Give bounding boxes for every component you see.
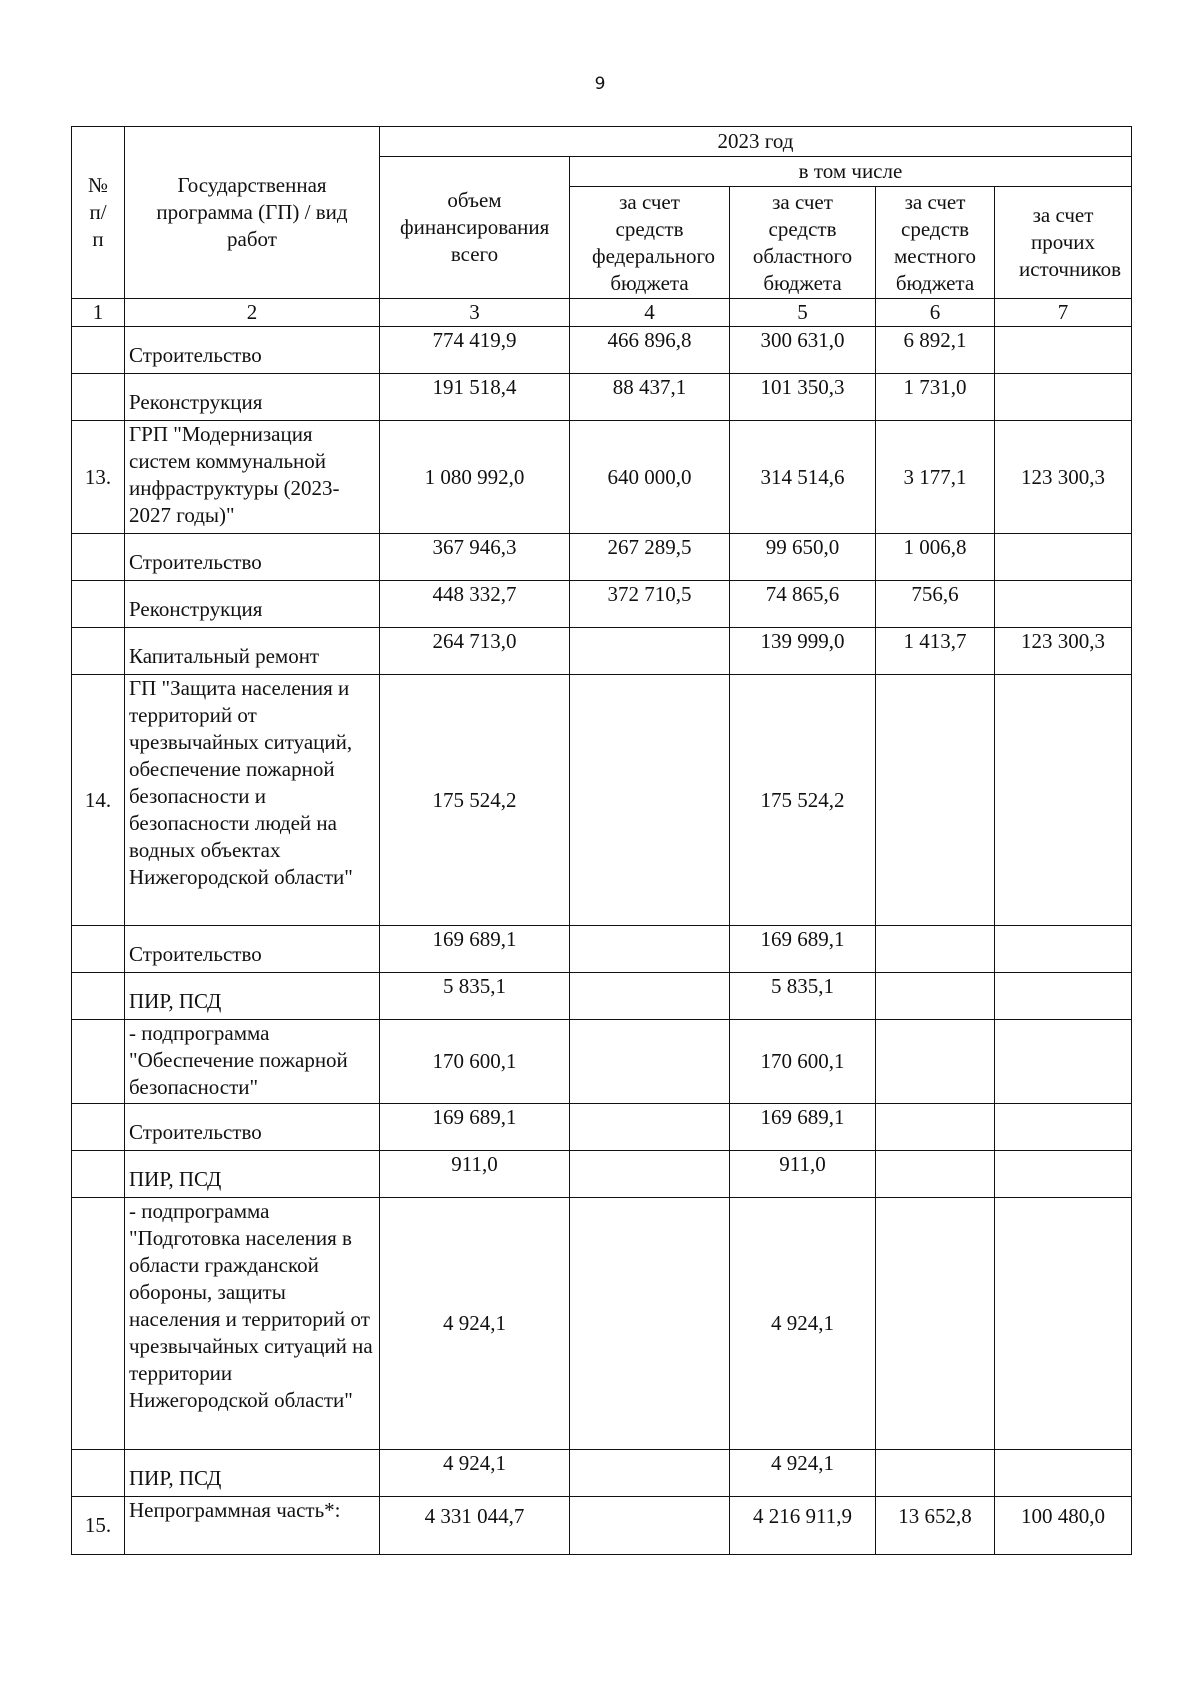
cell-local [876, 1151, 995, 1198]
table-row [72, 973, 1132, 1020]
col-header-local: за счет средств местного бюджета [876, 187, 995, 299]
cell-federal [570, 926, 730, 973]
table-row [72, 534, 1132, 581]
cell-federal: 640 000,0 [570, 421, 730, 534]
row-number [72, 327, 125, 374]
cell-other [995, 327, 1132, 374]
table-row [72, 628, 1132, 675]
column-number: 3 [380, 299, 570, 327]
row-name: Непрограммная часть*: [125, 1497, 380, 1555]
cell-other: 123 300,3 [995, 628, 1132, 675]
row-name: Строительство [125, 1104, 380, 1151]
col-header-regional: за счет средств областного бюджета [730, 187, 876, 299]
cell-local: 6 892,1 [876, 327, 995, 374]
cell-local [876, 1198, 995, 1450]
cell-total: 175 524,2 [380, 675, 570, 926]
cell-local: 13 652,8 [876, 1497, 995, 1555]
cell-federal: 267 289,5 [570, 534, 730, 581]
cell-federal: 372 710,5 [570, 581, 730, 628]
row-number [72, 1151, 125, 1198]
cell-regional: 175 524,2 [730, 675, 876, 926]
cell-local: 3 177,1 [876, 421, 995, 534]
cell-local: 1 413,7 [876, 628, 995, 675]
row-name: ПИР, ПСД [125, 1450, 380, 1497]
cell-local [876, 1450, 995, 1497]
cell-regional: 99 650,0 [730, 534, 876, 581]
table-row [72, 1020, 1132, 1104]
cell-total: 774 419,9 [380, 327, 570, 374]
table-row [72, 1104, 1132, 1151]
row-name: ПИР, ПСД [125, 973, 380, 1020]
cell-federal: 88 437,1 [570, 374, 730, 421]
cell-other [995, 374, 1132, 421]
row-number [72, 926, 125, 973]
cell-other [995, 1198, 1132, 1450]
column-number: 5 [730, 299, 876, 327]
cell-other [995, 1104, 1132, 1151]
cell-regional: 169 689,1 [730, 1104, 876, 1151]
column-numbers-row [72, 299, 1132, 327]
cell-regional: 170 600,1 [730, 1020, 876, 1104]
cell-federal [570, 1497, 730, 1555]
row-name: ГРП "Модернизация систем коммунальной инфраструктуры (2023-2027 годы)" [125, 421, 380, 534]
column-number: 4 [570, 299, 730, 327]
row-number [72, 1198, 125, 1450]
cell-other: 123 300,3 [995, 421, 1132, 534]
row-name: - подпрограмма "Подготовка населения в области гражданской обороны, защиты населения и территорий от чрезвычайных ситуаций на территории Нижегородской области" [125, 1198, 380, 1450]
row-name: ГП "Защита населения и территорий от чрезвычайных ситуаций, обеспечение пожарной безопасности и безопасности людей на водных объектах Нижегородской области" [125, 675, 380, 926]
col-header-other: за счет прочих источников [995, 187, 1132, 299]
row-name: Реконструкция [125, 374, 380, 421]
cell-federal [570, 1198, 730, 1450]
table-row [72, 327, 1132, 374]
cell-total: 191 518,4 [380, 374, 570, 421]
cell-total: 169 689,1 [380, 1104, 570, 1151]
cell-federal [570, 1450, 730, 1497]
table-row [72, 675, 1132, 926]
cell-total: 4 924,1 [380, 1450, 570, 1497]
cell-total: 169 689,1 [380, 926, 570, 973]
col-header-federal: за счет средств федерального бюджета [570, 187, 730, 299]
cell-total: 448 332,7 [380, 581, 570, 628]
cell-federal [570, 628, 730, 675]
cell-regional: 5 835,1 [730, 973, 876, 1020]
row-number [72, 973, 125, 1020]
cell-total: 1 080 992,0 [380, 421, 570, 534]
row-name: - подпрограмма "Обеспечение пожарной безопасности" [125, 1020, 380, 1104]
cell-local [876, 1104, 995, 1151]
row-number [72, 1104, 125, 1151]
cell-regional: 4 216 911,9 [730, 1497, 876, 1555]
row-number: 15. [72, 1497, 125, 1555]
row-name: Строительство [125, 534, 380, 581]
cell-other [995, 973, 1132, 1020]
cell-local [876, 973, 995, 1020]
cell-regional: 169 689,1 [730, 926, 876, 973]
cell-total: 4 924,1 [380, 1198, 570, 1450]
cell-regional: 4 924,1 [730, 1450, 876, 1497]
cell-other [995, 1020, 1132, 1104]
cell-regional: 101 350,3 [730, 374, 876, 421]
cell-total: 170 600,1 [380, 1020, 570, 1104]
table-row [72, 374, 1132, 421]
table-row [72, 1151, 1132, 1198]
cell-other [995, 534, 1132, 581]
cell-regional: 911,0 [730, 1151, 876, 1198]
table-row [72, 1450, 1132, 1497]
table-row [72, 581, 1132, 628]
cell-regional: 139 999,0 [730, 628, 876, 675]
row-name: Строительство [125, 926, 380, 973]
cell-total: 5 835,1 [380, 973, 570, 1020]
cell-other [995, 675, 1132, 926]
cell-local [876, 1020, 995, 1104]
col-header-total: объем финансирования всего [380, 157, 570, 299]
column-number: 1 [72, 299, 125, 327]
budget-table [71, 126, 1132, 1555]
cell-total: 264 713,0 [380, 628, 570, 675]
cell-total: 911,0 [380, 1151, 570, 1198]
col-header-number: № п/ п [72, 127, 125, 299]
page-number: 9 [594, 74, 606, 94]
cell-local [876, 675, 995, 926]
table-row [72, 421, 1132, 534]
row-number [72, 1020, 125, 1104]
cell-federal [570, 1104, 730, 1151]
cell-federal [570, 973, 730, 1020]
cell-total: 4 331 044,7 [380, 1497, 570, 1555]
row-number: 13. [72, 421, 125, 534]
col-header-including: в том числе [570, 157, 1132, 187]
column-number: 6 [876, 299, 995, 327]
cell-federal [570, 1151, 730, 1198]
cell-regional: 74 865,6 [730, 581, 876, 628]
col-header-program: Государственная программа (ГП) / вид работ [125, 127, 380, 299]
cell-other [995, 1450, 1132, 1497]
table-row [72, 1497, 1132, 1555]
cell-local: 756,6 [876, 581, 995, 628]
row-number [72, 534, 125, 581]
cell-regional: 314 514,6 [730, 421, 876, 534]
cell-regional: 4 924,1 [730, 1198, 876, 1450]
cell-other [995, 1151, 1132, 1198]
cell-regional: 300 631,0 [730, 327, 876, 374]
row-name: Капитальный ремонт [125, 628, 380, 675]
column-number: 2 [125, 299, 380, 327]
cell-federal: 466 896,8 [570, 327, 730, 374]
row-number [72, 628, 125, 675]
table-row [72, 1198, 1132, 1450]
cell-federal [570, 1020, 730, 1104]
cell-other [995, 926, 1132, 973]
cell-local: 1 731,0 [876, 374, 995, 421]
row-number [72, 374, 125, 421]
table-row [72, 926, 1132, 973]
row-name: ПИР, ПСД [125, 1151, 380, 1198]
row-number [72, 581, 125, 628]
row-number [72, 1450, 125, 1497]
cell-local: 1 006,8 [876, 534, 995, 581]
col-header-year: 2023 год [380, 127, 1132, 157]
cell-other: 100 480,0 [995, 1497, 1132, 1555]
row-name: Строительство [125, 327, 380, 374]
cell-local [876, 926, 995, 973]
row-name: Реконструкция [125, 581, 380, 628]
column-number: 7 [995, 299, 1132, 327]
cell-other [995, 581, 1132, 628]
cell-federal [570, 675, 730, 926]
cell-total: 367 946,3 [380, 534, 570, 581]
row-number: 14. [72, 675, 125, 926]
